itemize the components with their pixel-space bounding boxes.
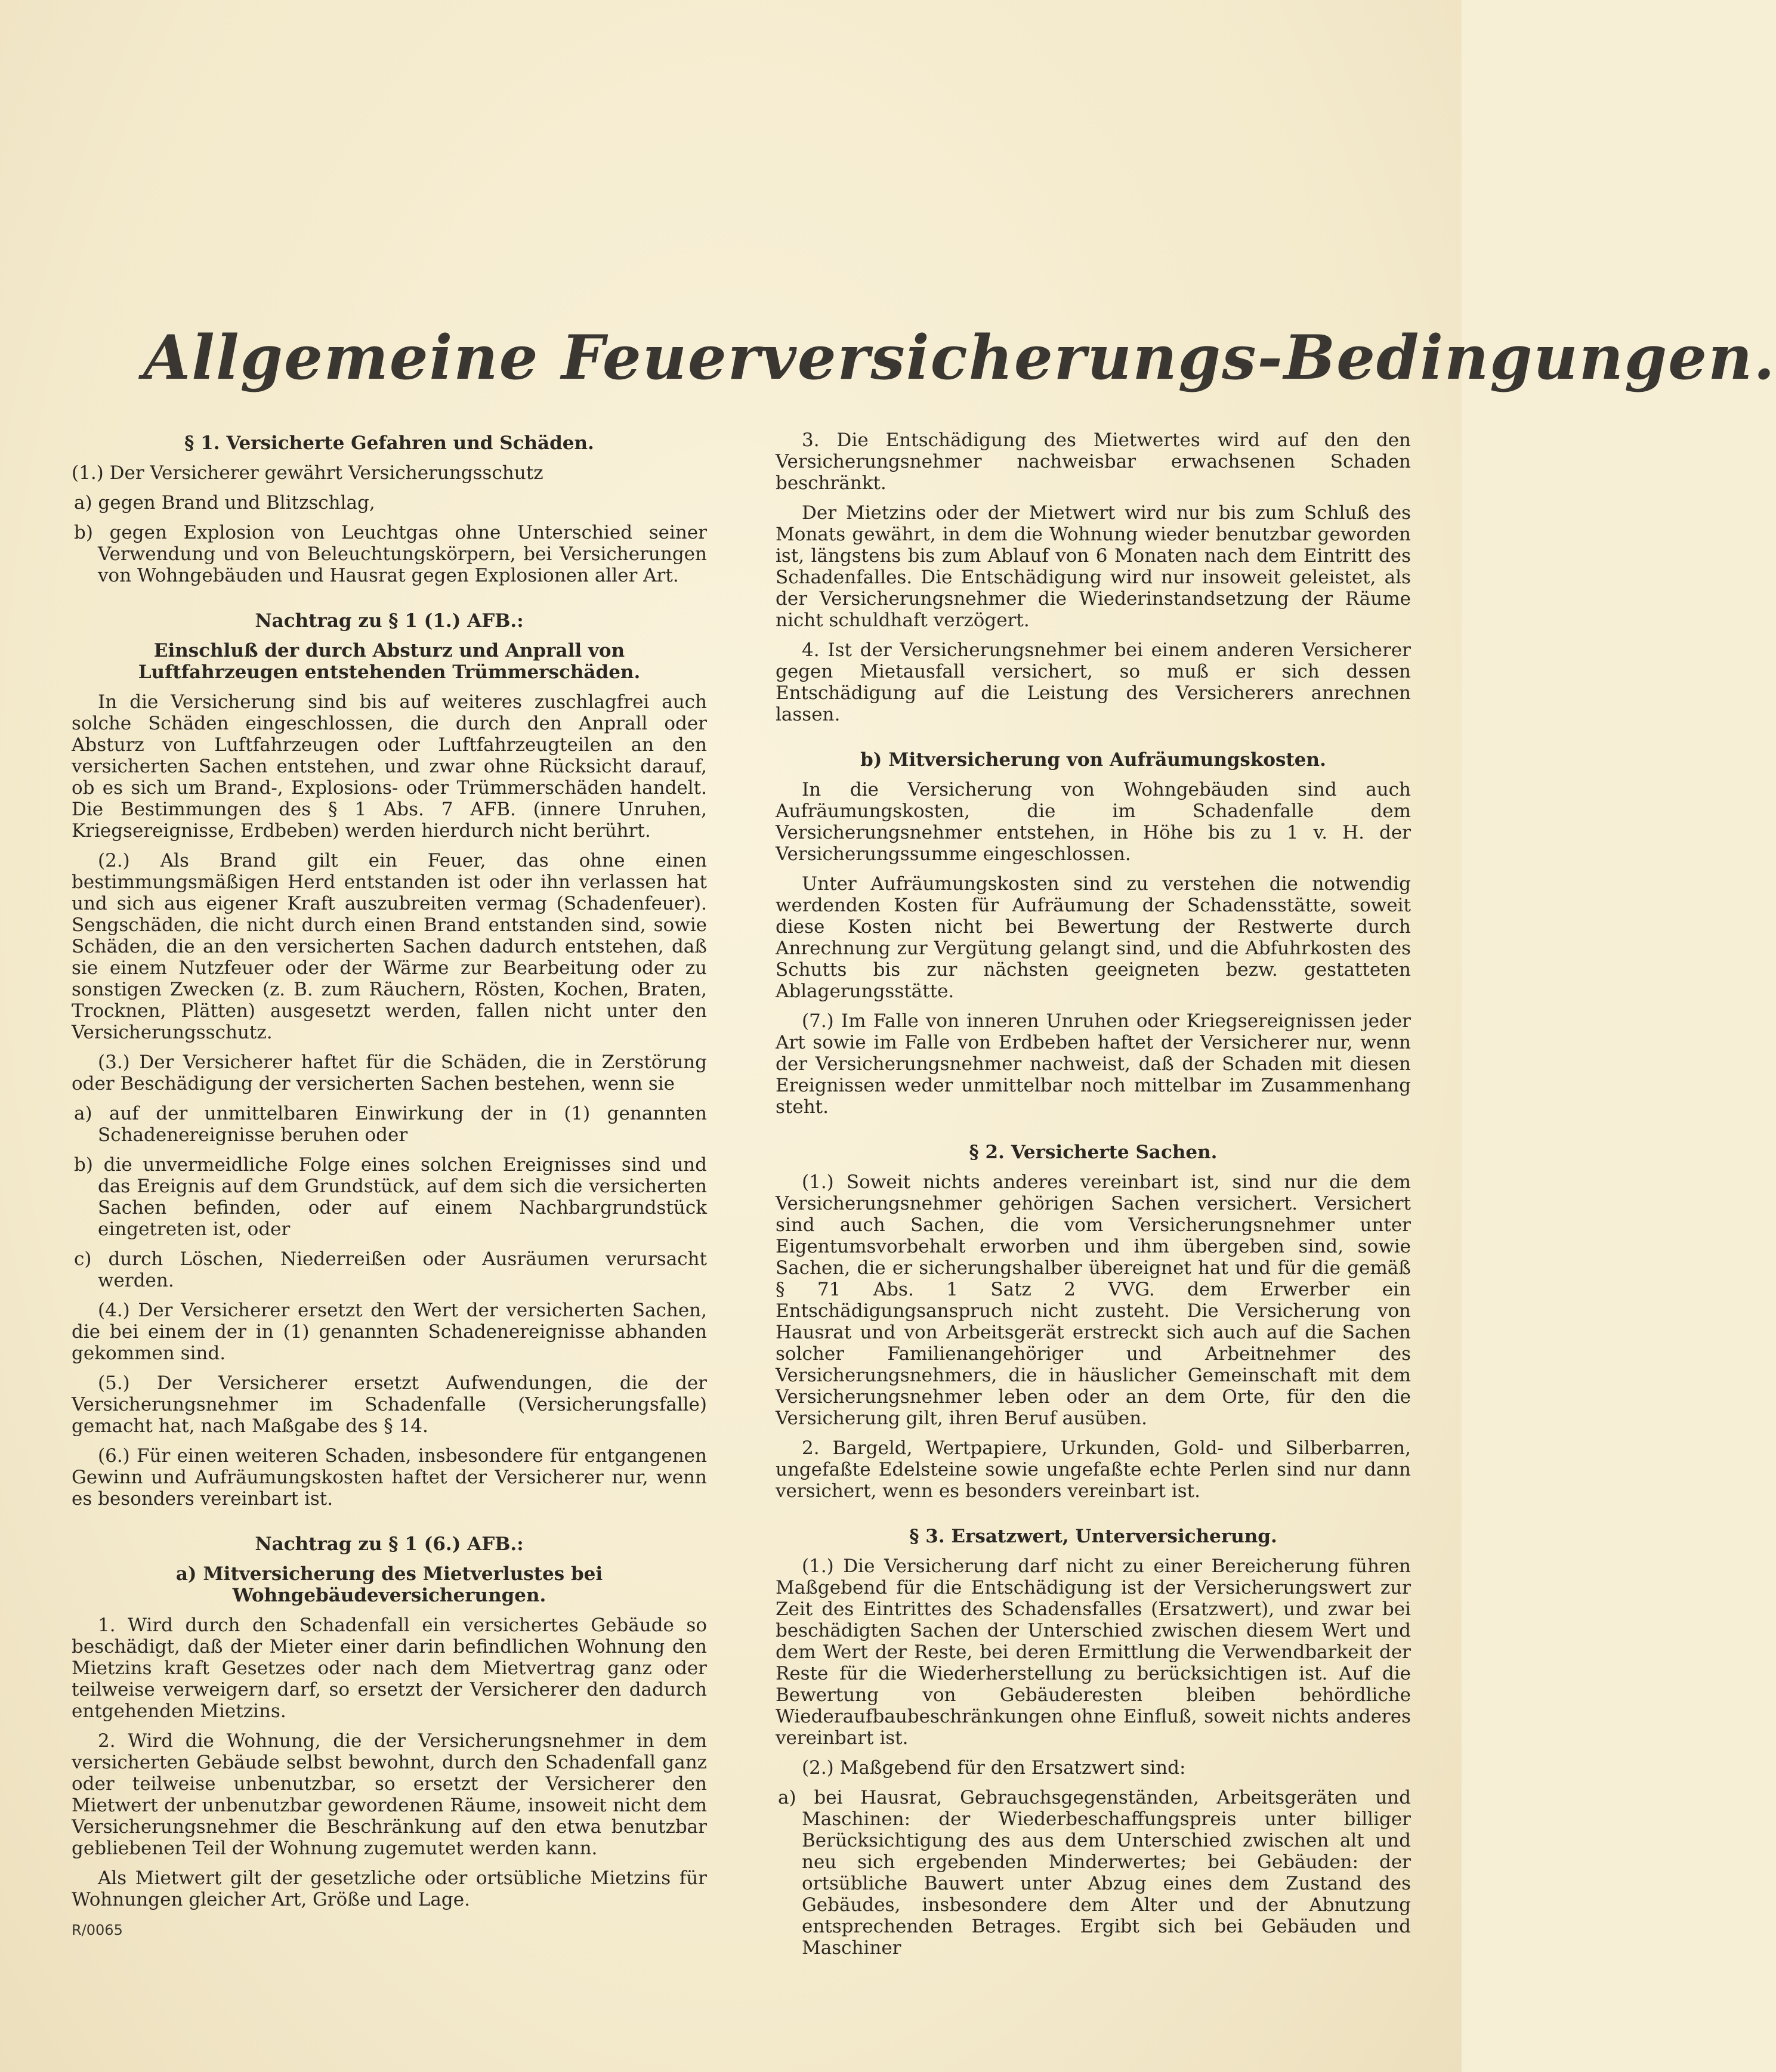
paragraph: In die Versicherung von Wohngebäuden sind auch Aufräumungskosten, die im Schadenfalle dem Versicherungsnehmer entstehen, in Höhe bis zu 1 v. H. der Versicherungssumme eingeschlossen. — [776, 779, 1411, 865]
addendum-heading: Nachtrag zu § 1 (1.) AFB.: — [255, 610, 524, 632]
paragraph: Als Mietwert gilt der gesetzliche oder ortsübliche Mietzins für Wohnungen gleicher Art, Größe und Lage. — [72, 1867, 707, 1910]
list-item: a) bei Hausrat, Gebrauchsgegenständen, Arbeitsgeräten und Maschinen: der Wiederbeschaffungspreis unter billiger Berücksichtigung des aus dem Unterschied zwischen alt und neu sich ergebenden Minderwertes; bei Gebäuden: der ortsübliche Bauwert unter Abzug eines dem Zustand des Gebäudes, insbesondere dem Alter und der Abnutzung entsprechenden Betrages. Ergibt sich bei Gebäuden und Maschiner — [778, 1787, 1411, 1959]
paragraph: Der Mietzins oder der Mietwert wird nur bis zum Schluß des Monats gewährt, in dem die Wohnung wieder benutzbar geworden ist, längstens bis zum Ablauf von 6 Monaten nach dem Eintritt des Schadenfalles. Die Entschädigung wird nur insoweit geleistet, als der Versicherungsnehmer die Wiederinstandsetzung der Räume nicht schuldhaft verzögert. — [776, 502, 1411, 631]
paragraph: (1.) Der Versicherer gewährt Versicherungsschutz — [72, 462, 543, 484]
addendum-subheading: Einschluß der durch Absturz und Anprall von Luftfahrzeugen entstehenden Trümmerschäden. — [138, 640, 641, 683]
list-item: a) gegen Brand und Blitzschlag, — [74, 492, 375, 514]
section-heading: § 1. Versicherte Gefahren und Schäden. — [184, 432, 594, 454]
left-column — [72, 432, 707, 1919]
list-item: b) gegen Explosion von Leuchtgas ohne Unterschied seiner Verwendung und von Beleuchtungskörpern, bei Versicherungen von Wohngebäuden und Hausrat gegen Explosionen aller Art. — [74, 522, 707, 586]
section-heading: § 3. Ersatzwert, Unterversicherung. — [909, 1526, 1277, 1547]
list-item: b) die unvermeidliche Folge eines solchen Ereignisses sind und das Ereignis auf dem Grundstück, auf dem sich die versicherten Sachen befinden, oder auf einem Nachbargrundstück eingetreten ist, oder — [74, 1154, 707, 1240]
document-reference: R/0065 — [72, 1922, 123, 1938]
paragraph: (2.) Als Brand gilt ein Feuer, das ohne einen bestimmungsmäßigen Herd entstanden ist oder ihn verlassen hat und sich aus eigener Kraft auszubreiten vermag (Schadenfeuer). Sengschäden, die nicht durch einen Brand entstanden sind, sowie Schäden, die an den versicherten Sachen dadurch entstehen, daß sie einem Nutzfeuer oder der Wärme zur Bearbeitung oder zu sonstigen Zwecken (z. B. zum Räuchern, Rösten, Kochen, Braten, Trocknen, Plätten) ausgesetzt werden, fallen nicht unter den Versicherungsschutz. — [72, 850, 707, 1043]
addendum-heading: Nachtrag zu § 1 (6.) AFB.: — [255, 1533, 524, 1555]
paragraph: 4. Ist der Versicherungsnehmer bei einem anderen Versicherer gegen Mietausfall versichert, so muß er sich dessen Entschädigung auf die Leistung des Versicherers anrechnen lassen. — [776, 639, 1411, 725]
paragraph: (1.) Die Versicherung darf nicht zu einer Bereicherung führen Maßgebend für die Entschädigung ist der Versicherungswert zur Zeit des Eintrittes des Schadensfalles (Ersatzwert), und zwar bei beschädigten Sachen der Unterschied zwischen diesem Wert und dem Wert der Reste, bei deren Ermittlung die Verwendbarkeit der Reste für die Wiederherstellung zu berücksichtigen ist. Auf die Bewertung von Gebäuderesten bleiben behördliche Wiederaufbaubeschränkungen ohne Einfluß, soweit nichts anderes vereinbart ist. — [776, 1555, 1411, 1749]
list-item: c) durch Löschen, Niederreißen oder Ausräumen verursacht werden. — [74, 1248, 707, 1291]
addendum-subheading: a) Mitversicherung des Mietverlustes bei Wohngebäudeversicherungen. — [175, 1563, 603, 1606]
paragraph: 2. Wird die Wohnung, die der Versicherungsnehmer in dem versicherten Gebäude selbst bewohnt, durch den Schadenfall ganz oder teilweise unbenutzbar, so ersetzt der Versicherer den Mietwert der unbenutzbar gewordenen Räume, insoweit nicht dem Versicherungsnehmer die Beschränkung auf den etwa benutzbar gebliebenen Teil der Wohnung zugemutet werden kann. — [72, 1730, 707, 1859]
paragraph: 3. Die Entschädigung des Mietwertes wird auf den den Versicherungsnehmer nachweisbar erwachsenen Schaden beschränkt. — [776, 429, 1411, 494]
paragraph: (1.) Soweit nichts anderes vereinbart ist, sind nur die dem Versicherungsnehmer gehörigen Sachen versichert. Versichert sind auch Sachen, die vom Versicherungsnehmer unter Eigentumsvorbehalt erworben und ihm übergeben sind, sowie Sachen, die er sicherungshalber übereignet hat und für die gemäß § 71 Abs. 1 Satz 2 VVG. dem Erwerber ein Entschädigungsanspruch nicht zusteht. Die Versicherung von Hausrat und von Arbeitsgerät erstreckt sich auch auf die Sachen solcher Familienangehöriger und Arbeitnehmer des Versicherungsnehmers, die in häuslicher Gemeinschaft mit dem Versicherungsnehmer leben oder an dem Orte, für den die Versicherung gilt, ihren Beruf ausüben. — [776, 1171, 1411, 1429]
paragraph: 2. Bargeld, Wertpapiere, Urkunden, Gold- und Silberbarren, ungefaßte Edelsteine sowie ungefaßte echte Perlen sind nur dann versichert, wenn es besonders vereinbart ist. — [776, 1437, 1411, 1502]
paragraph: 1. Wird durch den Schadenfall ein versichertes Gebäude so beschädigt, daß der Mieter einer darin befindlichen Wohnung den Mietzins kraft Gesetzes oder nach dem Mietvertrag ganz oder teilweise verweigern darf, so ersetzt der Versicherer den dadurch entgehenden Mietzins. — [72, 1615, 707, 1722]
paragraph: (6.) Für einen weiteren Schaden, insbesondere für entgangenen Gewinn und Aufräumungskosten haftet der Versicherer nur, wenn es besonders vereinbart ist. — [72, 1445, 707, 1510]
paragraph: (5.) Der Versicherer ersetzt Aufwendungen, die der Versicherungsnehmer im Schadenfalle (Versicherungsfalle) gemacht hat, nach Maßgabe des § 14. — [72, 1372, 707, 1437]
paragraph: (3.) Der Versicherer haftet für die Schäden, die in Zerstörung oder Beschädigung der versicherten Sachen bestehen, wenn sie — [72, 1052, 707, 1094]
paragraph: Unter Aufräumungskosten sind zu verstehen die notwendig werdenden Kosten für Aufräumung der Schadensstätte, soweit diese Kosten nicht bei Bewertung der Restwerte durch Anrechnung zur Vergütung gelangt sind, und die Abfuhrkosten des Schutts bis zur nächsten geeigneten bezw. gestatteten Ablagerungsstätte. — [776, 873, 1411, 1002]
section-heading: b) Mitversicherung von Aufräumungskosten. — [860, 749, 1326, 771]
paragraph: (4.) Der Versicherer ersetzt den Wert der versicherten Sachen, die bei einem der in (1) genannten Schadenereignisse abhanden gekommen sind. — [72, 1300, 707, 1364]
paragraph: In die Versicherung sind bis auf weiteres zuschlagfrei auch solche Schäden eingeschlossen, die durch den Anprall oder Absturz von Luftfahrzeugen oder Luftfahrzeugteilen an den versicherten Sachen entstehen, und zwar ohne Rücksicht darauf, ob es sich um Brand-, Explosions- oder Trümmerschäden handelt. Die Bestimmungen des § 1 Abs. 7 AFB. (innere Unruhen, Kriegsereignisse, Erdbeben) werden hierdurch nicht berührt. — [72, 691, 707, 842]
paragraph: (7.) Im Falle von inneren Unruhen oder Kriegsereignissen jeder Art sowie im Falle von Erdbeben haftet der Versicherer nur, wenn der Versicherungsnehmer nachweist, daß der Schaden mit diesen Ereignissen weder unmittelbar noch mittelbar im Zusammenhang steht. — [776, 1010, 1411, 1118]
right-column — [776, 429, 1411, 1967]
section-heading: § 2. Versicherte Sachen. — [969, 1142, 1218, 1163]
paragraph: (2.) Maßgebend für den Ersatzwert sind: — [802, 1757, 1186, 1779]
list-item: a) auf der unmittelbaren Einwirkung der in (1) genannten Schadenereignisse beruhen oder — [74, 1103, 707, 1146]
page-title: Allgemeine Feuerversicherungs-Bedingungen. — [143, 322, 1776, 394]
